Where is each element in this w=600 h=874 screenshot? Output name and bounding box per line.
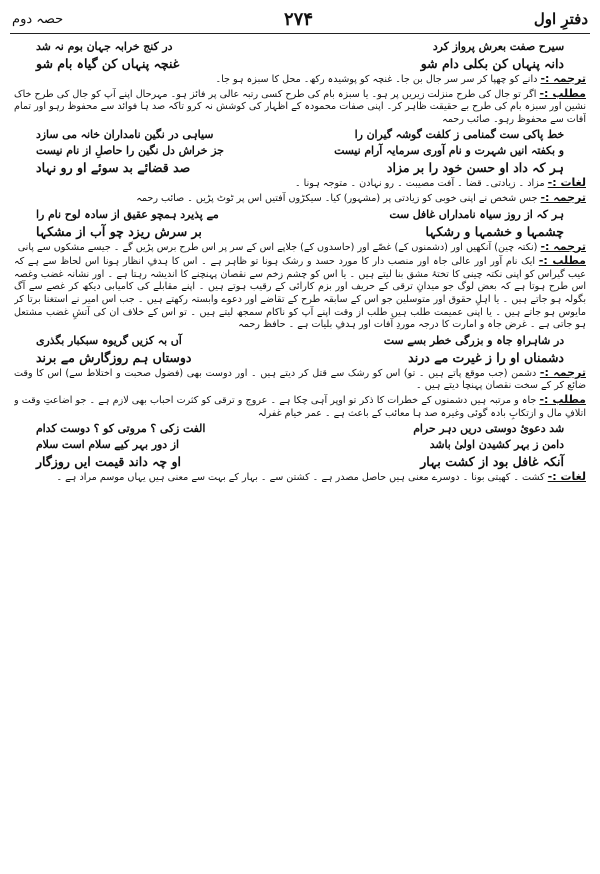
paragraph-text: جاہ و مرتبہ ہیں دشمنوں کے خطرات کا ذکر تو اوپر آہی چکا ہے ۔ عروج و ترقی کو کثرت احباب بھی لازم ہے ۔ جو اضاعتِ وقت و اتلافِ مال و ازتکابِ بادہ گوئی وغیرہ صد ہا معائب کے باعث ہے ۔ عمر خیام غفرلہ <box>14 394 586 419</box>
verse-line-right: شد دعوئ دوستی دریں دہر حرام <box>413 422 564 436</box>
prose-paragraph <box>14 367 586 393</box>
part-label: حصہ دوم <box>12 11 64 27</box>
verse-line-right: دانہ پنہاں کن بکلی دام شو <box>420 56 564 71</box>
book-title: دفترِ اول <box>533 10 588 28</box>
verse-line-left: سیاہی در نگین نامداران خانہ می سازد <box>36 128 214 142</box>
verse-couplet <box>14 207 586 222</box>
verse-couplet <box>14 159 586 176</box>
verse-couplet <box>14 55 586 72</box>
verse-line-left: او چہ داند قیمت ایں روزگار <box>36 454 182 470</box>
verse-line-right: ہر کہ از روز سیاہ نامداراں غافل ست <box>389 207 564 221</box>
verse-line-left: در کنج خرابہ جہان بوم نہ شد <box>36 40 173 53</box>
paragraph-text: جس شخص نے اپنی خوبی کو زیادتی پر (مشہور) کیا۔ سیکڑوں آفتیں اس پر ٹوٹ پڑیں ۔ صائب رحمہ <box>136 192 538 204</box>
prose-paragraph <box>14 177 586 191</box>
verse-line-left: مے پذیرد ہمچو عقیق از سادہ لوح نام را <box>36 207 219 221</box>
section-label: لغات :- <box>547 470 586 484</box>
verse-line-left: جز خراش دل نگین را حاصلِ از نام نیست <box>36 144 224 158</box>
paragraph-text: مزاد ۔ زیادتی۔ قضا ۔ آفت مصیبت ۔ رو نہادن ۔ متوجہ ہونا ۔ <box>295 178 545 190</box>
verse-line-left: دوستاں ہم روزگارش مے برند <box>36 349 192 365</box>
prose-paragraph <box>14 255 586 332</box>
verse-line-left: آں بہ کزیں گریوہ سبکبار بگذری <box>36 333 182 347</box>
verse-line-right: دشمناں او را ز غیرت مے درند <box>408 349 564 365</box>
verse-line-right: چشمہا و خشمہا و رشکہا <box>425 223 564 239</box>
verse-couplet <box>14 143 586 158</box>
prose-paragraph <box>14 241 586 255</box>
verse-couplet <box>14 437 586 452</box>
verse-couplet <box>14 333 586 348</box>
section-label: ترجمہ :- <box>540 72 586 85</box>
page-header <box>12 6 588 32</box>
section-label: مطلب :- <box>539 392 586 406</box>
section-label: ترجمہ :- <box>540 239 586 253</box>
paragraph-text: کشت ۔ کھیتی بونا ۔ دوسرے معنی ہیں حاصل مصدر ہے ۔ کشتن سے ۔ بہار کے بہت سے معنی ہیں یہاں موسم مراد ہے ۔ <box>56 472 545 484</box>
prose-paragraph <box>14 192 586 206</box>
paragraph-text: اگر تو جال کی طرح منزلت زیریں پر ہو۔ یا سبزہ بام کی طرح کسی رتبہ عالی پر فائز ہو۔ مہرحال اپنے آپ کو جال کی طرح خاک نشین اور سبزہ بام کی طرح بے حقیقت ظاہر کر۔ اپنی صفات محمودہ کے اظہار کی کوشش نہ کرو تاکہ صد ہا فوائد سے محفوظ رہو اور تمام آفات سے محفوظ رہو۔ صائب رحمہ <box>14 88 586 125</box>
section-label: مطلب :- <box>539 86 586 100</box>
verse-couplet <box>14 421 586 436</box>
paragraph-text: دانے کو چھپا کر سر سر جال بن جا۔ غنچہ کو پوشیدہ رکھ۔ محل کا سبزہ ہو جا۔ <box>215 74 538 85</box>
verse-line-left: صد قضائے بد سوئے او رو نہاد <box>36 160 191 176</box>
verse-line-left: الفت زکی ؟ مروتی کو ؟ دوست کدام <box>36 422 206 436</box>
section-label: ترجمہ :- <box>540 190 586 204</box>
verse-couplet <box>14 223 586 240</box>
verse-line-right: سیرح صفت بعرش پرواز کرد <box>432 40 564 53</box>
header-rule <box>10 33 590 34</box>
verse-couplet <box>14 39 586 54</box>
verse-couplet <box>14 349 586 366</box>
paragraph-text: (نکتہ چین) آنکھیں اور (دشمنوں کے) غصّے اور (حاسدوں کے) جلاپے اس کے سر پر اس طرح برس پڑیں گے ۔ جیسے مشکوں سے پانی <box>17 241 538 253</box>
page-number: ۲۷۴ <box>284 8 314 30</box>
prose-paragraph <box>14 471 586 485</box>
prose-paragraph <box>14 88 586 127</box>
verse-line-left: از دور بہر کیے سلام است سلام <box>36 438 180 452</box>
verse-line-right: و بکفتہ انیں شہرت و نام آوری سرمایہ آرام نیست <box>334 144 564 158</box>
verse-line-left: بر سرش ریزد چو آب از مشکہا <box>36 223 202 239</box>
paragraph-text: ایک نام آور اور عالی جاہ اور منصب دار کا مورد حسد و رشک ہونا تو ظاہر ہے ۔ اس کا ہدفِ انظار ہونا اس لحاظ سے ہے کہ عیب گیراس کو اپنی نکتہ چینی کا تختۂ مشق بنا لیتے ہیں ۔ یا اس کو چشم زخم سے نقصان پہنچنے کا اندیشہ رہتا ہے ۔ اور نشانہ غضب وغصہ اس طرح ہوتا ہے کہ بعض لوگ جو میدانِ ترقی کے حریف اور بزم کارائی کے رقیب ہوتے ہیں ۔ اپنے مقابلے کی کامیابی دیکھ کر غصے سے آگ بگولہ ہو جاتے ہیں ۔ یا اہلِ حقوق اور متوسلین جو اس کے سابقہ طرح کے تقاضے اور دعوے وابستہ رکھتے ہیں ۔ جب اس امیر نے استغنا برتا کر مایوس ہو جاتے ہیں ۔ یا اپنی عمیمت طلب ہیں طلب از وقت اپنے آپ کو ناکام سمجھ لیتے ہیں ۔ تو اس کے خلاف ان کی آتشِ غضب مشتعل ہو جاتی ہے ۔ غرض جاہ و امارت کا درجہ موردِ آفات اور ہدفِ بلیات ہے ۔ حافظ رحمہ <box>14 256 586 331</box>
verse-line-left: غنچہ پنہاں کن گیاہ بام شو <box>36 56 180 71</box>
verse-line-right: آنکہ غافل بود از کشت بہار <box>420 454 564 470</box>
verse-couplet <box>14 453 586 470</box>
verse-line-right: دامن ز بہر کشیدن اولیٰ باشد <box>429 438 564 452</box>
verse-line-right: ہر کہ داد او حسن خود را بر مزاد <box>386 160 564 176</box>
section-label: مطلب :- <box>538 254 586 268</box>
verse-line-right: در شاہراہِ جاہ و بزرگی خطر بسے ست <box>383 333 564 347</box>
section-label: لغات :- <box>547 176 586 190</box>
prose-paragraph <box>14 394 586 420</box>
page-body <box>14 38 586 868</box>
paragraph-text: دشمن (جب موقع پاتے ہیں ۔ تو) اس کو رشک سے قتل کر دیتے ہیں ۔ اور دوست بھی (فضول صحبت و اختلاط سے) اس کا وقت ضائع کر کے سخت نقصان پہنچا دیتے ہیں ۔ <box>14 367 586 392</box>
verse-line-right: خط پاکی ست گمنامی ز کلفت گوشہ گیران را <box>354 128 564 142</box>
prose-paragraph <box>14 73 586 87</box>
verse-couplet <box>14 127 586 142</box>
section-label: ترجمہ :- <box>539 365 586 379</box>
